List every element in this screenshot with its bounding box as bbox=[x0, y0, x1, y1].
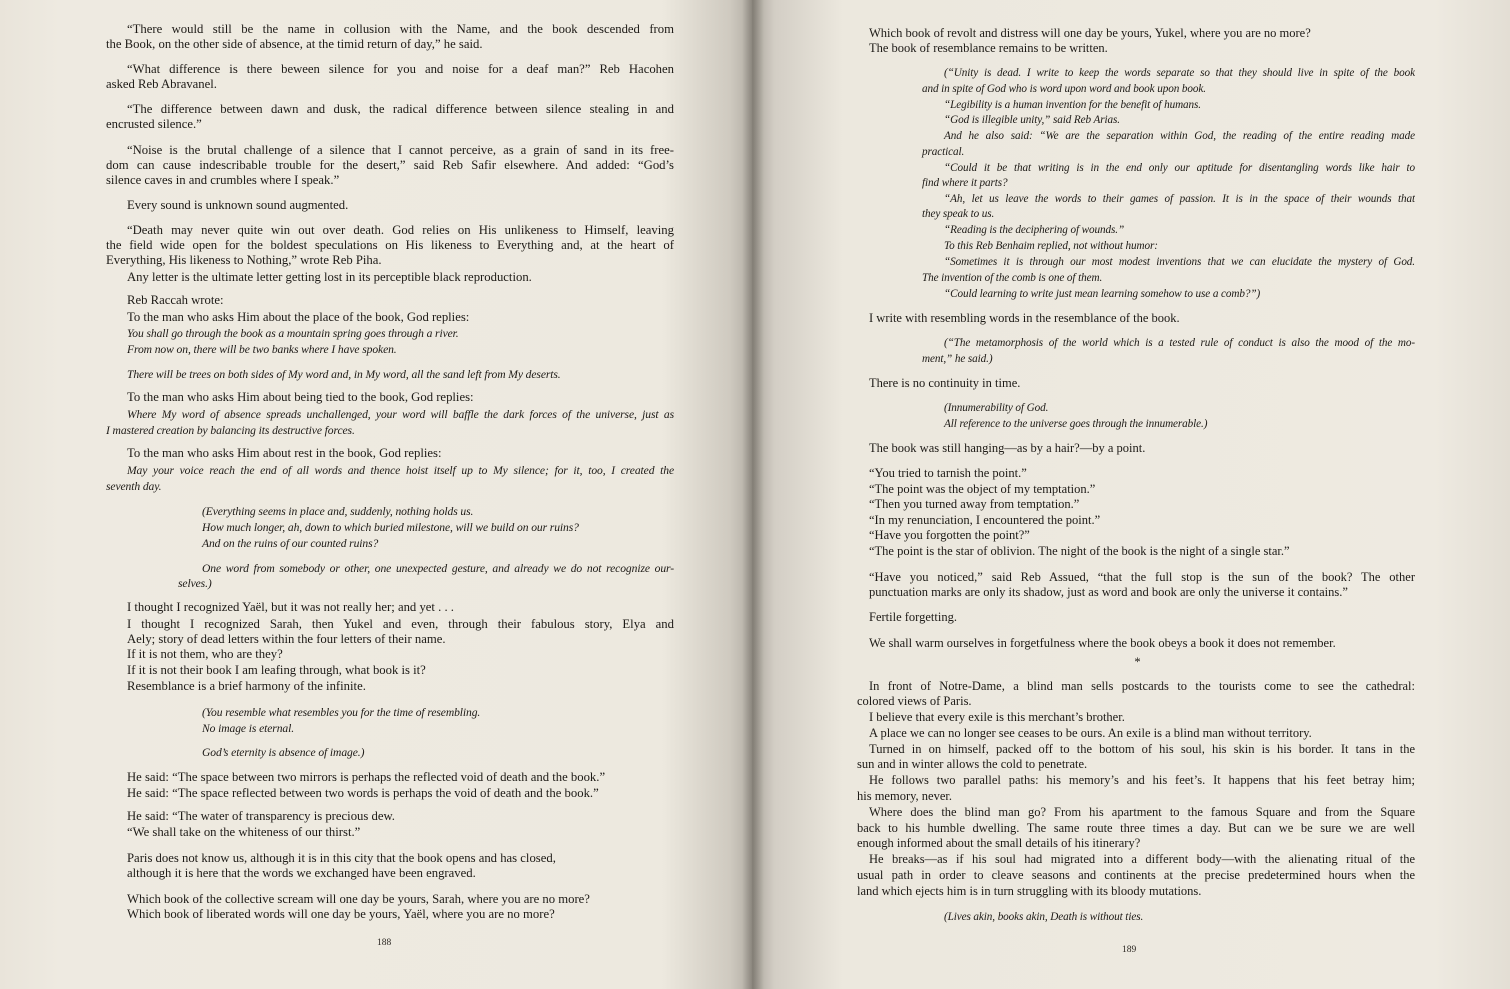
text-line: “The difference between dawn and dusk, the radical difference between silence stealing in and bbox=[127, 102, 674, 116]
text-line: “Could it be that writing is in the end only our aptitude for disentangling words like hair to bbox=[944, 162, 1415, 174]
text-line: “Have you forgotten the point?” bbox=[869, 528, 1030, 542]
text-line: The invention of the comb is one of them. bbox=[922, 272, 1103, 284]
text-line: asked Reb Abravanel. bbox=[106, 77, 217, 91]
text-line: “You tried to tarnish the point.” bbox=[869, 466, 1027, 480]
text-line: To the man who asks Him about rest in the book, God replies: bbox=[127, 446, 442, 460]
text-line: Which book of liberated words will one day be yours, Yaël, where you are no more? bbox=[127, 907, 555, 921]
text-line: I believe that every exile is this merchant’s brother. bbox=[869, 710, 1125, 724]
text-line: “The point was the object of my temptation.” bbox=[869, 482, 1096, 496]
text-line: colored views of Paris. bbox=[857, 694, 972, 708]
text-line: (Everything seems in place and, suddenly, nothing holds us. bbox=[202, 505, 474, 518]
book-gutter bbox=[742, 0, 764, 989]
text-line: He said: “The water of transparency is precious dew. bbox=[127, 809, 395, 823]
text-line: Where does the blind man go? From his apartment to the famous Square and from the Square bbox=[869, 805, 1415, 819]
text-line: Turned in on himself, packed off to the bottom of his soul, his skin is his border. It tans in the bbox=[869, 742, 1415, 756]
text-line: To this Reb Benhaim replied, not without humor: bbox=[944, 240, 1158, 252]
text-line: All reference to the universe goes through the innumerable.) bbox=[944, 418, 1208, 430]
text-line: I thought I recognized Sarah, then Yukel and even, through their fabulous story, Elya and bbox=[127, 617, 674, 631]
text-line: I thought I recognized Yaël, but it was not really her; and yet . . . bbox=[127, 600, 454, 614]
text-line: back to his humble dwelling. The same route three times a day. But can we be sure we are well bbox=[857, 821, 1415, 835]
text-line: One word from somebody or other, one unexpected gesture, and already we do not recognize our- bbox=[202, 562, 674, 575]
page-number: 188 bbox=[377, 938, 392, 948]
text-line: Which book of revolt and distress will one day be yours, Yukel, where you are no more? bbox=[869, 26, 1311, 40]
text-line: And he also said: “We are the separation within God, the reading of the entire reading made bbox=[944, 130, 1415, 142]
text-line: Resemblance is a brief harmony of the infinite. bbox=[127, 679, 366, 693]
text-line: And on the ruins of our counted ruins? bbox=[202, 537, 379, 550]
text-line: “The point is the star of oblivion. The night of the book is the night of a single star.” bbox=[869, 544, 1290, 558]
text-line: I write with resembling words in the resemblance of the book. bbox=[869, 311, 1180, 325]
text-line: (Innumerability of God. bbox=[944, 402, 1049, 414]
page-number: 189 bbox=[1122, 945, 1137, 955]
text-line: they speak to us. bbox=[922, 208, 995, 220]
text-line: although it is here that the words we exchanged have been engraved. bbox=[127, 866, 476, 880]
text-line: “What difference is there beween silence for you and noise for a deaf man?” Reb Hacohen bbox=[127, 62, 674, 76]
text-line: Paris does not know us, although it is in this city that the book opens and has closed, bbox=[127, 851, 556, 865]
text-line: From now on, there will be two banks where I have spoken. bbox=[127, 343, 397, 356]
text-line: selves.) bbox=[178, 577, 212, 590]
text-line: There is no continuity in time. bbox=[869, 376, 1021, 390]
text-line: ment,” he said.) bbox=[922, 353, 993, 365]
text-line: “There would still be the name in collusion with the Name, and the book descended from bbox=[127, 22, 674, 36]
text-line: seventh day. bbox=[106, 480, 162, 493]
text-line: “Have you noticed,” said Reb Assued, “that the full stop is the sun of the book? The other bbox=[869, 570, 1415, 584]
text-line: He follows two parallel paths: his memory’s and his feet’s. It happens that his feet betray him; bbox=[869, 773, 1415, 787]
text-line: his memory, never. bbox=[857, 789, 953, 803]
text-line: (You resemble what resembles you for the time of resembling. bbox=[202, 706, 481, 719]
text-line: “In my renunciation, I encountered the point.” bbox=[869, 513, 1101, 527]
text-line: In front of Notre-Dame, a blind man sells postcards to the tourists come to see the cathedral: bbox=[869, 679, 1415, 693]
text-line: There will be trees on both sides of My word and, in My word, all the sand left from My deserts. bbox=[127, 368, 561, 381]
text-line: To the man who asks Him about being tied to the book, God replies: bbox=[127, 390, 474, 404]
text-line: Reb Raccah wrote: bbox=[127, 293, 224, 307]
text-line: Any letter is the ultimate letter getting lost in its perceptible black reproduction. bbox=[127, 270, 532, 284]
text-line: (Lives akin, books akin, Death is without ties. bbox=[944, 911, 1144, 923]
text-line: If it is not their book I am leafing through, what book is it? bbox=[127, 663, 426, 677]
text-line: sun and in winter allows the cold to penetrate. bbox=[857, 757, 1088, 771]
text-line: “Death may never quite win out over death. God relies on His unlikeness to Himself, leaving bbox=[127, 223, 674, 237]
text-line: “Legibility is a human invention for the benefit of humans. bbox=[944, 99, 1201, 111]
text-line: (“The metamorphosis of the world which is a tested rule of conduct is also the mood of the mo- bbox=[944, 337, 1415, 349]
text-line: May your voice reach the end of all words and thence hoist itself up to My silence; for it, too, I created the bbox=[127, 464, 674, 477]
text-line: “Noise is the brutal challenge of a silence that I cannot perceive, as a grain of sand in its free- bbox=[127, 143, 674, 157]
text-line: silence caves in and crumbles where I speak.” bbox=[106, 173, 340, 187]
section-separator: * bbox=[1134, 655, 1141, 669]
text-line: “We shall take on the whiteness of our thirst.” bbox=[127, 825, 361, 839]
text-line: A place we can no longer see ceases to be ours. An exile is a blind man without territory. bbox=[869, 726, 1312, 740]
text-line: encrusted silence.” bbox=[106, 117, 202, 131]
text-line: dom can cause indescribable trouble for the desert,” said Reb Safir elsewhere. And added: “God’s bbox=[106, 158, 674, 172]
text-line: Aely; story of dead letters within the four letters of their name. bbox=[127, 632, 446, 646]
text-line: You shall go through the book as a mountain spring goes through a river. bbox=[127, 327, 459, 340]
text-line: If it is not them, who are they? bbox=[127, 647, 283, 661]
text-line: Fertile forgetting. bbox=[869, 610, 957, 624]
text-line: “Sometimes it is through our most modest inventions that we can elucidate the mystery of God. bbox=[944, 256, 1415, 268]
text-line: “Then you turned away from temptation.” bbox=[869, 497, 1080, 511]
text-line: (“Unity is dead. I write to keep the words separate so that they should live in spite of the book bbox=[944, 67, 1415, 79]
text-line: He said: “The space between two mirrors is perhaps the reflected void of death and the book.” bbox=[127, 770, 606, 784]
text-line: Which book of the collective scream will one day be yours, Sarah, where you are no more? bbox=[127, 892, 590, 906]
text-line: punctuation marks are only its shadow, just as word and book are only the universe it contains.” bbox=[869, 585, 1348, 599]
text-line: No image is eternal. bbox=[202, 722, 295, 735]
text-line: Every sound is unknown sound augmented. bbox=[127, 198, 349, 212]
text-line: Where My word of absence spreads unchallenged, your word will baffle the dark forces of the universe, just as bbox=[127, 408, 674, 421]
text-line: I mastered creation by balancing its destructive forces. bbox=[106, 424, 355, 437]
text-line: “Ah, let us leave the words to their games of passion. It is in the space of their wounds that bbox=[944, 193, 1415, 205]
text-line: “God is illegible unity,” said Reb Arias. bbox=[944, 114, 1120, 126]
text-line: He said: “The space reflected between two words is perhaps the void of death and the book.” bbox=[127, 786, 599, 800]
right-page bbox=[752, 0, 1510, 989]
text-line: Everything, His likeness to Nothing,” wrote Reb Piha. bbox=[106, 253, 382, 267]
text-line: How much longer, ah, down to which buried milestone, will we build on our ruins? bbox=[202, 521, 579, 534]
text-line: We shall warm ourselves in forgetfulness where the book obeys a book it does not remember. bbox=[869, 636, 1336, 650]
text-line: find where it parts? bbox=[922, 177, 1008, 189]
text-line: To the man who asks Him about the place of the book, God replies: bbox=[127, 310, 470, 324]
text-line: the Book, on the other side of absence, at the timid return of day,” he said. bbox=[106, 37, 483, 51]
text-line: the field wide open for the boldest speculations on His likeness to Everything and, at the heart of bbox=[106, 238, 674, 252]
text-line: God’s eternity is absence of image.) bbox=[202, 746, 365, 759]
text-line: practical. bbox=[922, 146, 965, 158]
text-line: “Could learning to write just mean learning somehow to use a comb?”) bbox=[944, 288, 1261, 300]
text-line: He breaks—as if his soul had migrated into a different body—with the alienating ritual of the bbox=[869, 852, 1415, 866]
text-line: The book was still hanging—as by a hair?—by a point. bbox=[869, 441, 1146, 455]
text-line: and in spite of God who is word upon word and book upon book. bbox=[922, 83, 1206, 95]
text-line: The book of resemblance remains to be written. bbox=[869, 41, 1108, 55]
text-line: usual path in order to cleave seasons and continents at the precise predetermined hours when the bbox=[857, 868, 1415, 882]
left-page bbox=[0, 0, 752, 989]
text-line: enough informed about the small details of his itinerary? bbox=[857, 836, 1141, 850]
text-line: land which ejects him is in turn struggling with its bloody mutations. bbox=[857, 884, 1202, 898]
text-line: “Reading is the deciphering of wounds.” bbox=[944, 224, 1125, 236]
